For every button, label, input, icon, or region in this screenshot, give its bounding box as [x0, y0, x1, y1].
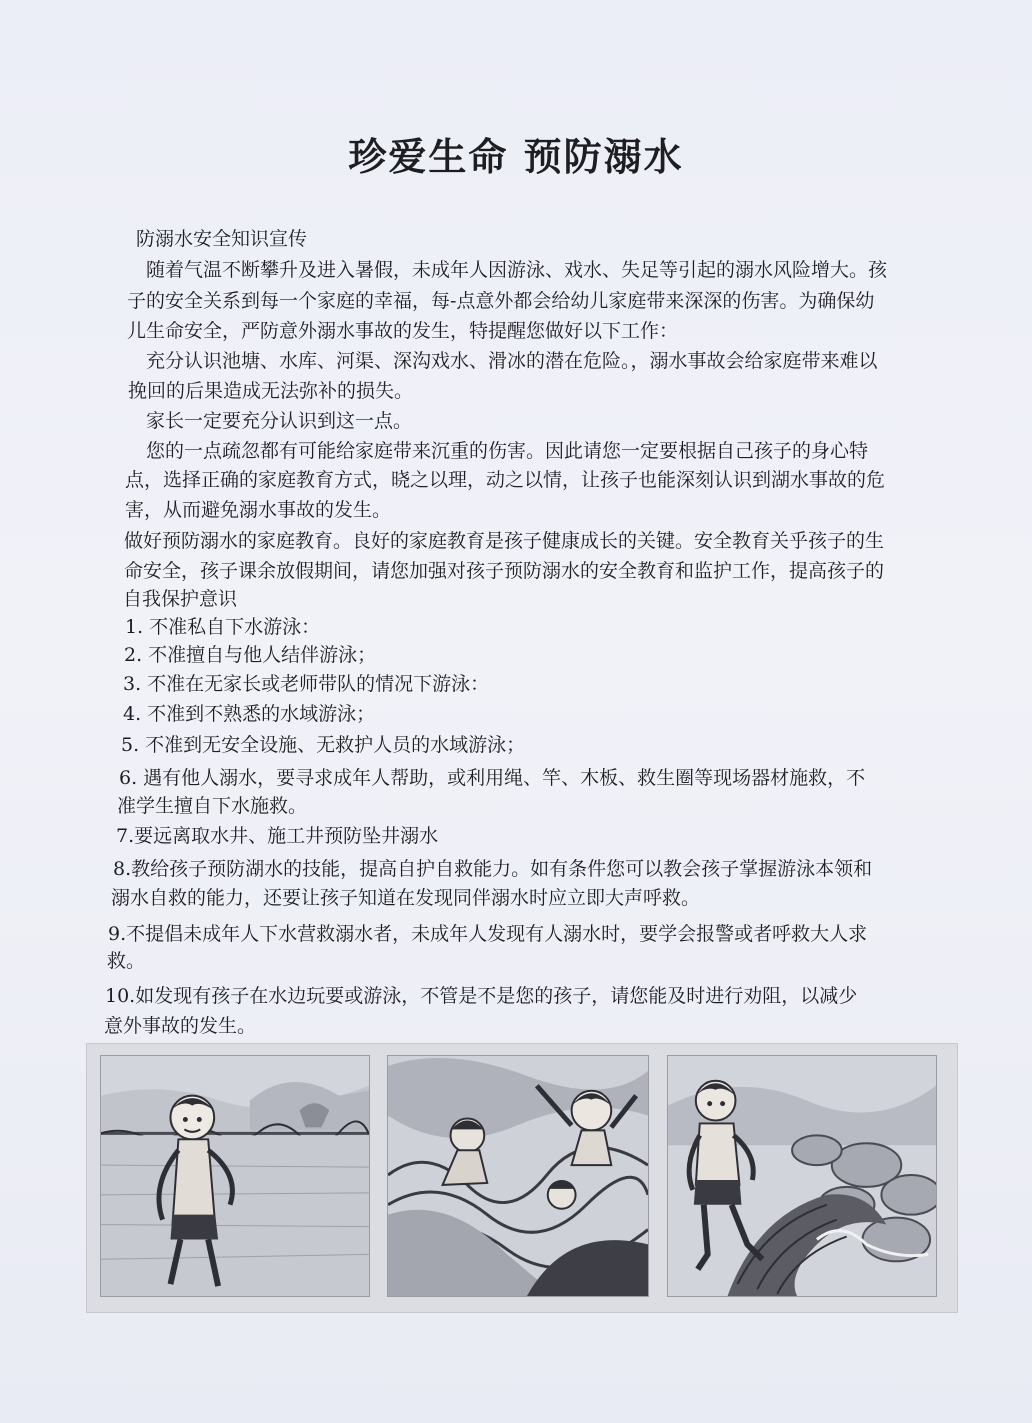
rule-item: 6. 遇有他人溺水，要寻求成年人帮助，或利用绳、竿、木板、救生圈等现场器材施救，不 — [119, 767, 866, 789]
rule-item: 溺水自救的能力，还要让孩子知道在发现同伴溺水时应立即大声呼救。 — [111, 887, 701, 909]
rule-item: 9.不提倡未成年人下水营救溺水者，未成年人发现有人溺水时，要学会报警或者呼救大人求 — [108, 923, 868, 945]
rule-item: 5. 不准到无安全设施、无救护人员的水域游泳； — [121, 734, 526, 756]
intro-line: 命安全，孩子课余放假期间，请您加强对孩子预防溺水的安全教育和监护工作，提高孩子的 — [124, 560, 885, 582]
rule-item: 7.要远离取水井、施工井预防坠井溺水 — [116, 825, 439, 847]
intro-line: 自我保护意识 — [123, 588, 238, 610]
intro-line: 随着气温不断攀升及进入暑假，未成年人因游泳、戏水、失足等引起的溺水风险增大。孩 — [146, 259, 888, 281]
intro-line: 做好预防溺水的家庭教育。良好的家庭教育是孩子健康成长的关键。安全教育关乎孩子的生 — [124, 530, 885, 552]
rule-item: 4. 不准到不熟悉的水域游泳； — [123, 703, 376, 725]
rule-item: 10.如发现有孩子在水边玩要或游泳，不管是不是您的孩子，请您能及时进行劝阻，以减少 — [105, 985, 858, 1007]
intro-line: 儿生命安全，严防意外溺水事故的发生，特提醒您做好以下工作： — [127, 320, 679, 342]
illustration-strip — [86, 1043, 958, 1313]
intro-line: 子的安全关系到每一个家庭的幸福，每-点意外都会给幼儿家庭带来深深的伤害。为确保幼 — [127, 290, 875, 312]
children-in-waves-illustration — [387, 1055, 649, 1297]
child-underwater-illustration — [100, 1055, 370, 1297]
rule-item: 3. 不准在无家长或老师带队的情况下游泳： — [123, 673, 490, 695]
rule-item: 2. 不准擅自与他人结伴游泳； — [124, 644, 377, 666]
intro-line: 点，选择正确的家庭教育方式，晓之以理，动之以情，让孩子也能深刻认识到湖水事故的危 — [125, 469, 886, 491]
intro-line: 充分认识池塘、水库、河渠、深沟戏水、滑冰的潜在危险。，溺水事故会给家庭带来难以 — [146, 350, 878, 372]
rule-item: 8.教给孩子预防湖水的技能，提高自护自救能力。如有条件您可以教会孩子掌握游泳本领和 — [113, 858, 873, 880]
rule-item: 救。 — [107, 950, 146, 972]
child-at-riverbank-illustration — [667, 1055, 937, 1297]
rule-item: 意外事故的发生。 — [104, 1015, 257, 1037]
intro-line: 您的一点疏忽都有可能给家庭带来沉重的伤害。因此请您一定要根据自己孩子的身心特 — [146, 440, 869, 462]
rule-item: 1. 不准私自下水游泳： — [125, 616, 321, 638]
page-title: 珍爱生命 预防溺水 — [348, 134, 684, 179]
intro-line: 挽回的后果造成无法弥补的损失。 — [128, 380, 414, 402]
intro-line: 家长一定要充分认识到这一点。 — [146, 410, 413, 432]
intro-line: 害，从而避免溺水事故的发生。 — [125, 499, 392, 521]
rule-item: 准学生擅自下水施救。 — [117, 795, 308, 817]
subtitle: 防溺水安全知识宣传 — [136, 228, 308, 250]
